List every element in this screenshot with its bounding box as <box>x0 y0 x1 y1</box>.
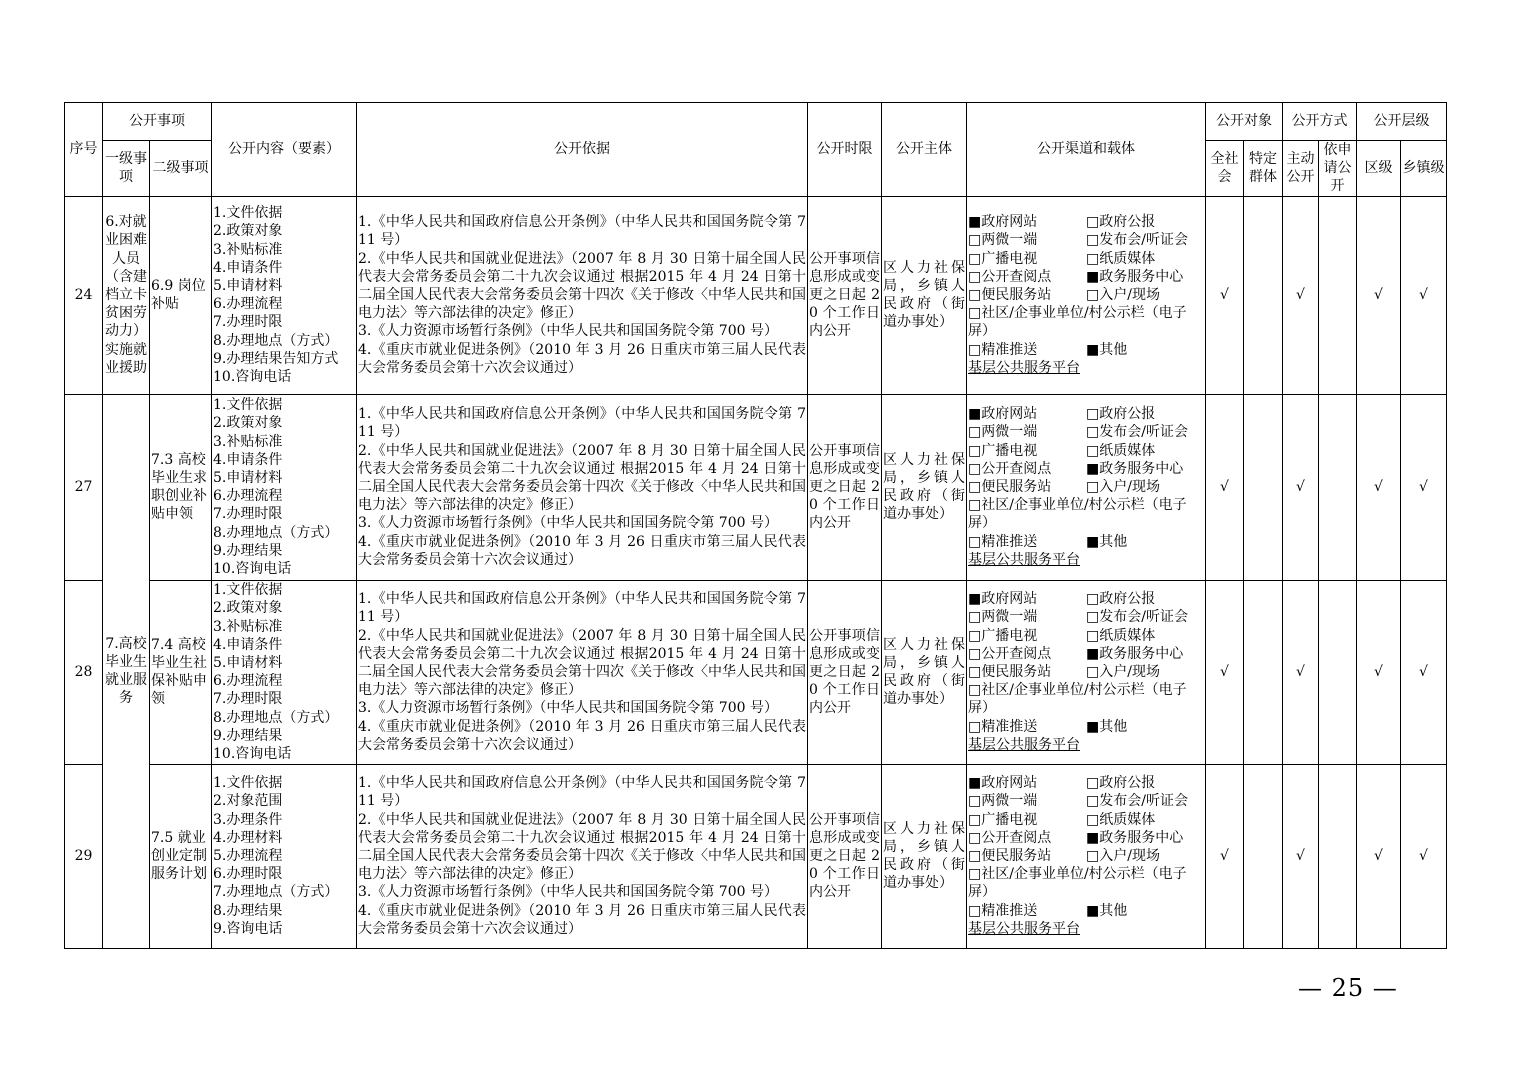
method-active-mark: √ <box>1283 196 1319 394</box>
row-channels <box>967 196 1206 394</box>
channel-two-micro: □两微一端 <box>968 609 1038 626</box>
row-content <box>212 580 357 764</box>
header-level2: 二级事项 <box>150 141 212 197</box>
header-target-all: 全社会 <box>1206 141 1244 197</box>
channel-line <box>968 627 1204 645</box>
content-item: 1.文件依据 <box>213 582 283 599</box>
channel-line <box>968 590 1204 608</box>
channel-other-label: ■其他 <box>1086 341 1128 358</box>
page-number: — 25 — <box>1298 974 1398 1002</box>
header-target-group: 公开对象 <box>1206 103 1283 141</box>
target-special-mark <box>1244 196 1283 394</box>
channel-paper-media: □纸质媒体 <box>1086 627 1156 644</box>
channel-other-value: 基层公共服务平台 <box>968 736 1080 753</box>
channel-line <box>968 792 1204 810</box>
channel-door-site: □入户/现场 <box>1086 479 1160 495</box>
basis-item: 4.《重庆市就业促进条例》（2010 年 3 月 26 日重庆市第三届人民代表大会常务委员会第十六次会议通过） <box>358 718 806 753</box>
table-row <box>65 196 1447 394</box>
channel-gov-site: ■政府网站 <box>968 406 1038 423</box>
basis-item: 1.《中华人民共和国政府信息公开条例》（中华人民共和国国务院令第 711 号） <box>358 214 806 249</box>
basis-item: 1.《中华人民共和国政府信息公开条例》（中华人民共和国国务院令第 711 号） <box>358 775 806 810</box>
header-row-1 <box>65 103 1447 141</box>
row-level2: 7.5 就业创业定制服务计划 <box>150 764 212 948</box>
content-item: 9.办理结果告知方式 <box>213 350 339 367</box>
channel-other-value: 基层公共服务平台 <box>968 551 1080 568</box>
content-item: 9.办理结果 <box>213 542 283 559</box>
row-basis <box>357 580 808 764</box>
channel-precise-push: □精准推送 <box>968 341 1038 358</box>
row-content <box>212 394 357 580</box>
channel-service-center: ■政务服务中心 <box>1086 268 1184 285</box>
channel-convenience-station: □便民服务站 <box>968 287 1052 303</box>
target-special-mark <box>1244 764 1283 948</box>
channel-reading-point: □公开查阅点 <box>968 460 1052 477</box>
channel-gov-site: ■政府网站 <box>968 214 1038 231</box>
channel-line <box>968 250 1204 268</box>
row-basis <box>357 196 808 394</box>
channel-paper-media: □纸质媒体 <box>1086 442 1156 459</box>
channel-line <box>968 442 1204 460</box>
channel-reading-point: □公开查阅点 <box>968 829 1052 846</box>
row-subject: 区人力社保局，乡镇人民政府（街道办事处） <box>882 394 967 580</box>
content-item: 7.办理时限 <box>213 691 283 708</box>
channel-bulletin: □社区/企事业单位/村公示栏（电子屏） <box>968 866 1187 901</box>
content-item: 6.办理流程 <box>213 673 283 690</box>
channel-line <box>968 341 1204 359</box>
channel-service-center: ■政务服务中心 <box>1086 645 1184 662</box>
content-item: 4.申请条件 <box>213 451 283 468</box>
row-level2: 6.9 岗位补贴 <box>150 196 212 394</box>
basis-item: 2.《中华人民共和国就业促进法》（2007 年 8 月 30 日第十届全国人民代表大会常务委员会第二十九次会议通过 根据2015 年 4 月 24 日第十二届全国人民代表大会常务委员会第十四次《关于修改〈中华人民共和国电力法〉等六部法律的决定》修正） <box>358 811 806 883</box>
row-time: 公开事项信息形成或变更之日起 20 个工作日内公开 <box>808 196 882 394</box>
header-level-district: 区级 <box>1357 141 1401 197</box>
content-item: 3.补贴标准 <box>213 241 283 258</box>
channel-line <box>968 213 1204 231</box>
header-subject: 公开主体 <box>882 103 967 197</box>
header-level1: 一级事项 <box>103 141 150 197</box>
header-target-special: 特定群体 <box>1244 141 1283 197</box>
row-subject: 区人力社保局，乡镇人民政府（街道办事处） <box>882 580 967 764</box>
row-time: 公开事项信息形成或变更之日起 20 个工作日内公开 <box>808 394 882 580</box>
row-channels <box>967 394 1206 580</box>
header-seq: 序号 <box>65 103 103 197</box>
channel-line <box>968 902 1204 920</box>
row-level1: 7.高校毕业生就业服务 <box>103 394 150 948</box>
basis-item: 4.《重庆市就业促进条例》（2010 年 3 月 26 日重庆市第三届人民代表大会常务委员会第十六次会议通过） <box>358 341 806 376</box>
row-level2: 7.4 高校毕业生社保补贴申领 <box>150 580 212 764</box>
method-request-mark <box>1319 196 1357 394</box>
row-seq: 27 <box>65 394 103 580</box>
header-method-request: 依申请公开 <box>1319 141 1357 197</box>
header-level-town: 乡镇级 <box>1401 141 1447 197</box>
level-district-mark: √ <box>1357 580 1401 764</box>
channel-line <box>968 286 1204 304</box>
basis-item: 1.《中华人民共和国政府信息公开条例》（中华人民共和国国务院令第 711 号） <box>358 406 806 441</box>
target-special-mark <box>1244 580 1283 764</box>
channel-other <box>1086 718 1204 736</box>
content-item: 1.文件依据 <box>213 775 283 792</box>
channel-two-micro: □两微一端 <box>968 424 1038 441</box>
channel-gov-gazette: □政府公报 <box>1086 214 1156 231</box>
channel-line <box>968 423 1204 441</box>
row-content <box>212 764 357 948</box>
content-item: 5.申请材料 <box>213 654 283 671</box>
channel-radio-tv: □广播电视 <box>968 442 1038 459</box>
channel-line <box>968 774 1204 792</box>
channel-line <box>968 663 1204 681</box>
row-time: 公开事项信息形成或变更之日起 20 个工作日内公开 <box>808 580 882 764</box>
channel-precise-push: □精准推送 <box>968 902 1038 919</box>
content-item: 4.申请条件 <box>213 259 283 276</box>
row-content <box>212 196 357 394</box>
row-basis <box>357 764 808 948</box>
channel-gov-gazette: □政府公报 <box>1086 591 1156 608</box>
content-item: 9.咨询电话 <box>213 920 283 937</box>
basis-item: 4.《重庆市就业促进条例》（2010 年 3 月 26 日重庆市第三届人民代表大会常务委员会第十六次会议通过） <box>358 902 806 937</box>
channel-line <box>968 829 1204 847</box>
channel-line <box>968 405 1204 423</box>
row-channels <box>967 764 1206 948</box>
channel-precise-push: □精准推送 <box>968 718 1038 735</box>
row-subject: 区人力社保局，乡镇人民政府（街道办事处） <box>882 764 967 948</box>
content-item: 6.办理流程 <box>213 296 283 313</box>
content-item: 1.文件依据 <box>213 205 283 222</box>
basis-item: 2.《中华人民共和国就业促进法》（2007 年 8 月 30 日第十届全国人民代表大会常务委员会第二十九次会议通过 根据2015 年 4 月 24 日第十二届全国人民代表大会常务委员会第十四次《关于修改〈中华人民共和国电力法〉等六部法律的决定》修正） <box>358 250 806 322</box>
channel-service-center: ■政务服务中心 <box>1086 460 1184 477</box>
content-item: 4.申请条件 <box>213 636 283 653</box>
header-method-active: 主动公开 <box>1283 141 1319 197</box>
method-request-mark <box>1319 394 1357 580</box>
content-item: 7.办理时限 <box>213 314 283 331</box>
row-seq: 28 <box>65 580 103 764</box>
content-item: 2.对象范围 <box>213 793 283 810</box>
content-item: 2.政策对象 <box>213 223 283 240</box>
channel-press-hearing: □发布会/听证会 <box>1086 793 1188 810</box>
target-special-mark <box>1244 394 1283 580</box>
channel-convenience-station: □便民服务站 <box>968 479 1052 495</box>
row-time: 公开事项信息形成或变更之日起 20 个工作日内公开 <box>808 764 882 948</box>
channel-reading-point: □公开查阅点 <box>968 268 1052 285</box>
level-town-mark: √ <box>1401 764 1447 948</box>
channel-door-site: □入户/现场 <box>1086 664 1160 680</box>
channel-other-label: ■其他 <box>1086 718 1128 735</box>
content-item: 9.办理结果 <box>213 727 283 744</box>
channel-convenience-station: □便民服务站 <box>968 848 1052 864</box>
content-item: 3.补贴标准 <box>213 618 283 635</box>
table-body <box>65 196 1447 948</box>
channel-other-label: ■其他 <box>1086 902 1128 919</box>
channel-two-micro: □两微一端 <box>968 232 1038 249</box>
content-item: 10.咨询电话 <box>213 745 292 762</box>
header-level-group: 公开层级 <box>1357 103 1447 141</box>
channel-bulletin: □社区/企事业单位/村公示栏（电子屏） <box>968 497 1187 532</box>
row-basis <box>357 394 808 580</box>
target-all-mark: √ <box>1206 394 1244 580</box>
basis-item: 3.《人力资源市场暂行条例》（中华人民共和国国务院令第 700 号） <box>358 323 778 340</box>
basis-item: 2.《中华人民共和国就业促进法》（2007 年 8 月 30 日第十届全国人民代表大会常务委员会第二十九次会议通过 根据2015 年 4 月 24 日第十二届全国人民代表大会常务委员会第十四次《关于修改〈中华人民共和国电力法〉等六部法律的决定》修正） <box>358 442 806 514</box>
row-level1: 6.对就业困难人员（含建档立卡贫困劳动力）实施就业援助 <box>103 196 150 394</box>
target-all-mark: √ <box>1206 196 1244 394</box>
header-method-group: 公开方式 <box>1283 103 1357 141</box>
level-town-mark: √ <box>1401 394 1447 580</box>
channel-press-hearing: □发布会/听证会 <box>1086 609 1188 626</box>
channel-gov-gazette: □政府公报 <box>1086 775 1156 792</box>
channel-line <box>968 460 1204 478</box>
channel-line <box>968 231 1204 249</box>
channel-press-hearing: □发布会/听证会 <box>1086 232 1188 249</box>
channel-radio-tv: □广播电视 <box>968 627 1038 644</box>
content-item: 10.咨询电话 <box>213 560 292 577</box>
content-item: 6.办理时限 <box>213 866 283 883</box>
channel-gov-site: ■政府网站 <box>968 775 1038 792</box>
channel-other-label: ■其他 <box>1086 533 1128 550</box>
level-district-mark: √ <box>1357 764 1401 948</box>
channel-gov-site: ■政府网站 <box>968 591 1038 608</box>
channel-reading-point: □公开查阅点 <box>968 645 1052 662</box>
channel-press-hearing: □发布会/听证会 <box>1086 424 1188 441</box>
channel-service-center: ■政务服务中心 <box>1086 829 1184 846</box>
row-seq: 24 <box>65 196 103 394</box>
table-row <box>65 580 1447 764</box>
method-active-mark: √ <box>1283 394 1319 580</box>
channel-line <box>968 478 1204 496</box>
channel-other-value: 基层公共服务平台 <box>968 920 1080 937</box>
row-level2: 7.3 高校毕业生求职创业补贴申领 <box>150 394 212 580</box>
content-item: 4.办理材料 <box>213 829 283 846</box>
table-row <box>65 394 1447 580</box>
content-item: 7.办理地点（方式） <box>213 884 339 901</box>
basis-item: 3.《人力资源市场暂行条例》（中华人民共和国国务院令第 700 号） <box>358 700 778 717</box>
row-channels <box>967 580 1206 764</box>
row-seq: 29 <box>65 764 103 948</box>
channel-radio-tv: □广播电视 <box>968 811 1038 828</box>
channel-bulletin: □社区/企事业单位/村公示栏（电子屏） <box>968 682 1187 717</box>
content-item: 5.办理流程 <box>213 848 283 864</box>
basis-item: 3.《人力资源市场暂行条例》（中华人民共和国国务院令第 700 号） <box>358 515 778 532</box>
method-request-mark <box>1319 764 1357 948</box>
row-subject: 区人力社保局，乡镇人民政府（街道办事处） <box>882 196 967 394</box>
channel-line <box>968 645 1204 663</box>
header-content: 公开内容（要素） <box>212 103 357 197</box>
content-item: 2.政策对象 <box>213 415 283 432</box>
level-district-mark: √ <box>1357 394 1401 580</box>
table-row <box>65 764 1447 948</box>
content-item: 8.办理结果 <box>213 902 283 919</box>
content-item: 8.办理地点（方式） <box>213 332 339 349</box>
content-item: 3.办理条件 <box>213 811 283 828</box>
channel-other <box>1086 341 1204 359</box>
header-basis: 公开依据 <box>357 103 808 197</box>
channel-other <box>1086 902 1204 920</box>
channel-line <box>968 608 1204 626</box>
basis-item: 1.《中华人民共和国政府信息公开条例》（中华人民共和国国务院令第 711 号） <box>358 591 806 626</box>
content-item: 1.文件依据 <box>213 397 283 414</box>
channel-line <box>968 718 1204 736</box>
content-item: 6.办理流程 <box>213 488 283 505</box>
target-all-mark: √ <box>1206 580 1244 764</box>
channel-paper-media: □纸质媒体 <box>1086 811 1156 828</box>
channel-gov-gazette: □政府公报 <box>1086 406 1156 423</box>
channel-line <box>968 811 1204 829</box>
header-channel: 公开渠道和载体 <box>967 103 1206 197</box>
content-item: 3.补贴标准 <box>213 433 283 450</box>
channel-line <box>968 533 1204 551</box>
content-item: 2.政策对象 <box>213 600 283 617</box>
disclosure-table <box>64 102 1447 949</box>
channel-convenience-station: □便民服务站 <box>968 664 1052 680</box>
method-active-mark: √ <box>1283 580 1319 764</box>
channel-door-site: □入户/现场 <box>1086 287 1160 303</box>
level-town-mark: √ <box>1401 196 1447 394</box>
content-item: 10.咨询电话 <box>213 368 292 385</box>
channel-line <box>968 268 1204 286</box>
target-all-mark: √ <box>1206 764 1244 948</box>
channel-line <box>968 847 1204 865</box>
level-district-mark: √ <box>1357 196 1401 394</box>
header-item-group: 公开事项 <box>103 103 212 141</box>
content-item: 8.办理地点（方式） <box>213 524 339 541</box>
basis-item: 3.《人力资源市场暂行条例》（中华人民共和国国务院令第 700 号） <box>358 884 778 901</box>
channel-two-micro: □两微一端 <box>968 793 1038 810</box>
content-item: 5.申请材料 <box>213 277 283 294</box>
content-item: 5.申请材料 <box>213 469 283 486</box>
header-time: 公开时限 <box>808 103 882 197</box>
basis-item: 2.《中华人民共和国就业促进法》（2007 年 8 月 30 日第十届全国人民代表大会常务委员会第二十九次会议通过 根据2015 年 4 月 24 日第十二届全国人民代表大会常务委员会第十四次《关于修改〈中华人民共和国电力法〉等六部法律的决定》修正） <box>358 627 806 699</box>
basis-item: 4.《重庆市就业促进条例》（2010 年 3 月 26 日重庆市第三届人民代表大会常务委员会第十六次会议通过） <box>358 533 806 568</box>
channel-precise-push: □精准推送 <box>968 533 1038 550</box>
channel-other <box>1086 533 1204 551</box>
channel-paper-media: □纸质媒体 <box>1086 250 1156 267</box>
channel-other-value: 基层公共服务平台 <box>968 359 1080 376</box>
method-request-mark <box>1319 580 1357 764</box>
content-item: 7.办理时限 <box>213 506 283 523</box>
method-active-mark: √ <box>1283 764 1319 948</box>
content-item: 8.办理地点（方式） <box>213 709 339 726</box>
channel-radio-tv: □广播电视 <box>968 250 1038 267</box>
level-town-mark: √ <box>1401 580 1447 764</box>
channel-door-site: □入户/现场 <box>1086 848 1160 864</box>
channel-bulletin: □社区/企事业单位/村公示栏（电子屏） <box>968 305 1187 340</box>
